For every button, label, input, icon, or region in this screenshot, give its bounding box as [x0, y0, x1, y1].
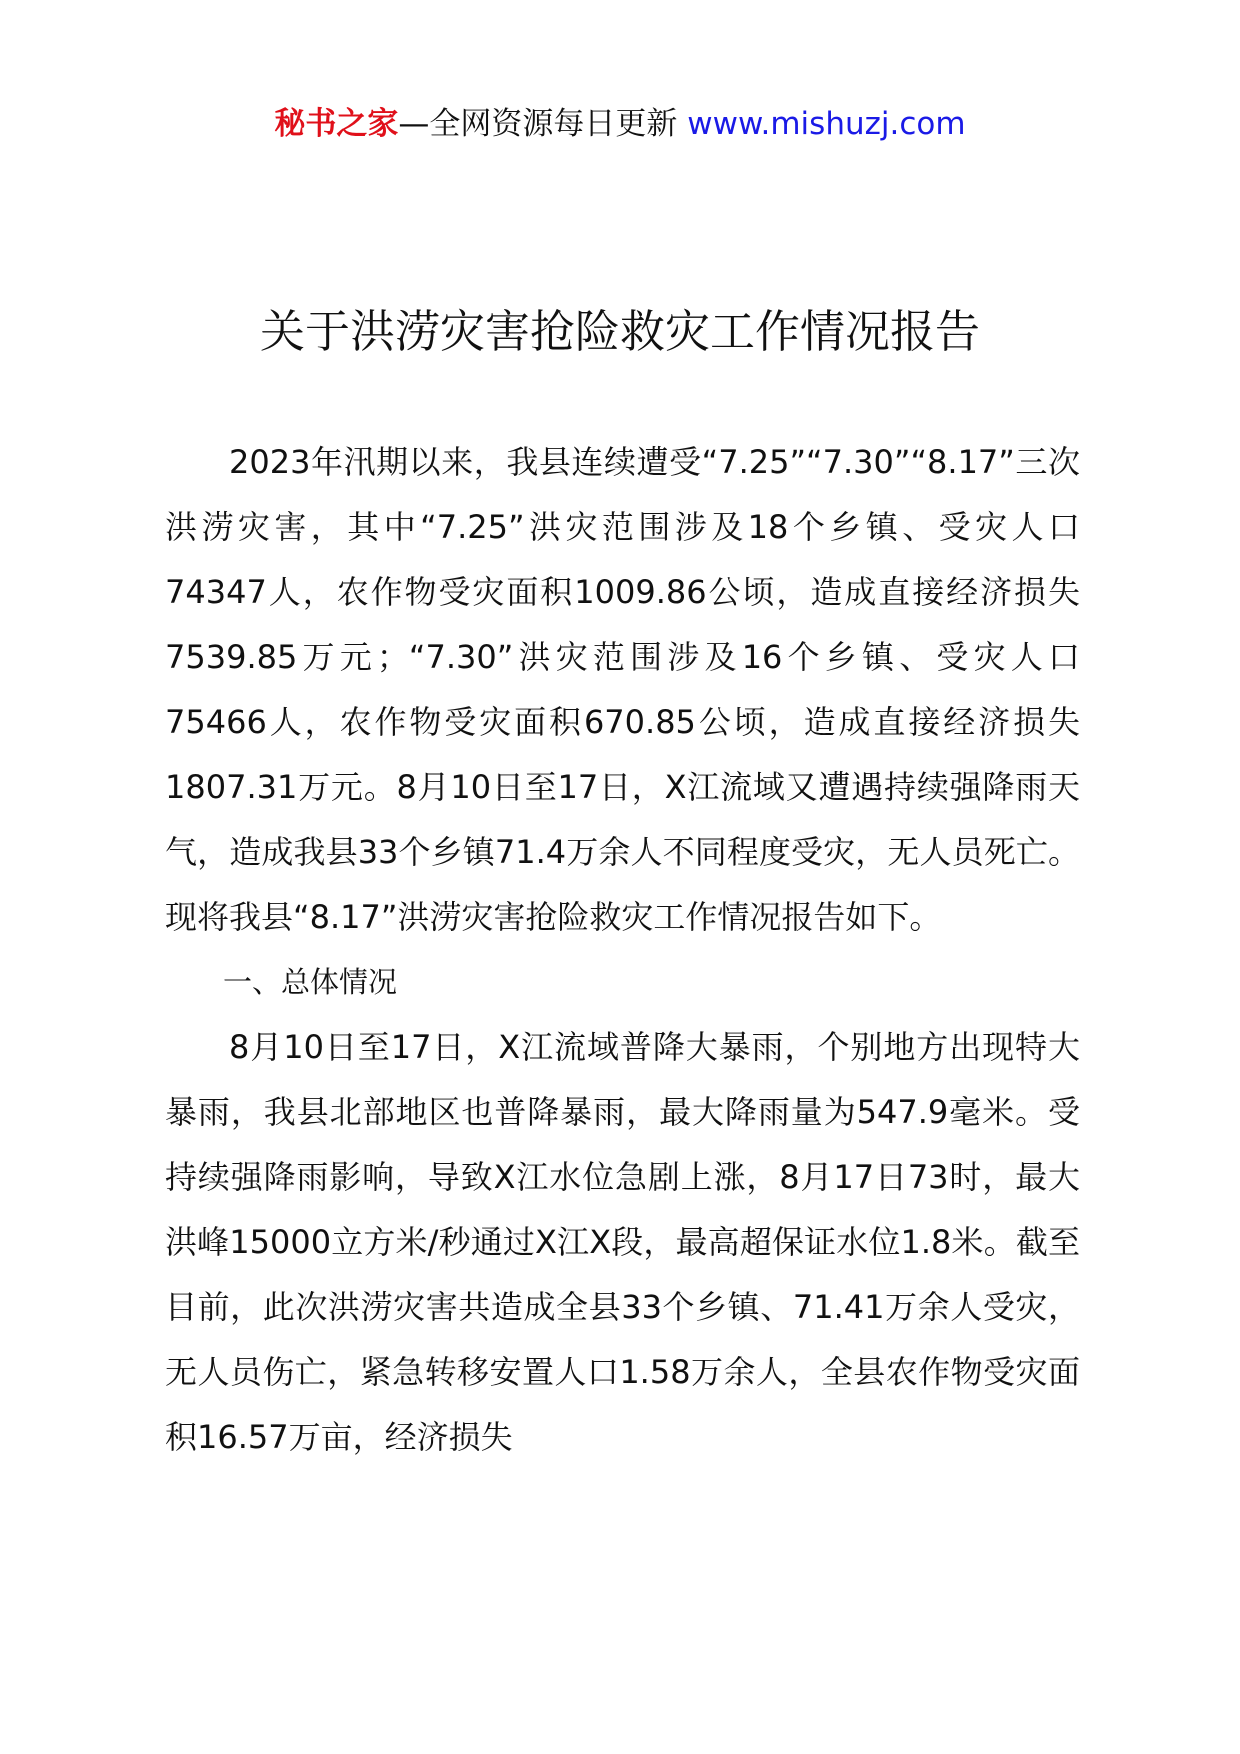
section-heading-overview: 一、总体情况	[223, 965, 398, 999]
site-brand: 秘书之家	[274, 106, 399, 142]
document-body	[165, 430, 1080, 1470]
site-header	[0, 102, 1240, 146]
document-title: 关于洪涝灾害抢险救灾工作情况报告	[259, 305, 980, 358]
intro-paragraph: 2023年汛期以来，我县连续遭受“7.25”“7.30”“8.17”三次洪涝灾害，其中“7.25”洪灾范围涉及18个乡镇、受灾人口74347人，农作物受灾面积1009.86公顷，造成直接经济损失7539.85万元；“7.30”洪灾范围涉及16个乡镇、受灾人口75466人，农作物受灾面积670.85公顷，造成直接经济损失1807.31万元。8月10日至17日，X江流域又遭遇持续强降雨天气，造成我县33个乡镇71.4万余人不同程度受灾，无人员死亡。现将我县“8.17”洪涝灾害抢险救灾工作情况报告如下。	[165, 443, 1080, 936]
overview-paragraph: 8月10日至17日，X江流域普降大暴雨，个别地方出现特大暴雨，我县北部地区也普降暴雨，最大降雨量为547.9毫米。受持续强降雨影响，导致X江水位急剧上涨，8月17日73时，最大洪峰15000立方米/秒通过X江X段，最高超保证水位1.8米。截至目前，此次洪涝灾害共造成全县33个乡镇、71.41万余人受灾，无人员伤亡，紧急转移安置人口1.58万余人，全县农作物受灾面积16.57万亩，经济损失	[165, 1028, 1080, 1456]
site-url-link[interactable]: www.mishuzj.com	[687, 106, 966, 142]
site-tagline: —全网资源每日更新	[398, 106, 688, 142]
